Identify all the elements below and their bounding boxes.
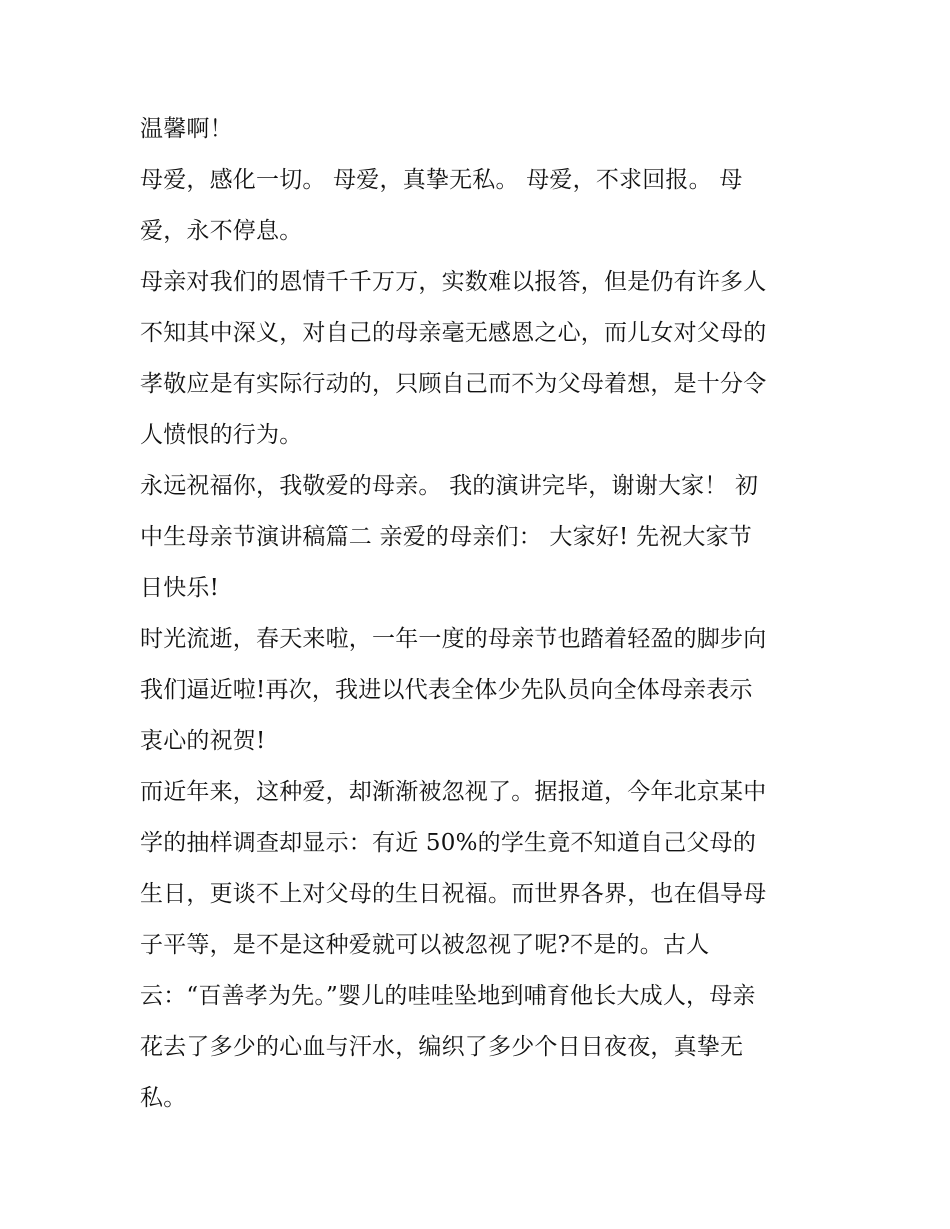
text-line: 私。 xyxy=(140,1085,187,1111)
text-line: 时光流逝，春天来啦，一年一度的母亲节也踏着轻盈的脚步向 xyxy=(140,626,767,652)
text-line: 而近年来，这种爱，却渐渐被忽视了。据报道，今年北京某中 xyxy=(140,779,767,805)
text-line: 我们逼近啦!再次，我进以代表全体少先队员向全体母亲表示 xyxy=(140,677,753,703)
text-line: 日快乐! xyxy=(140,575,220,601)
text-line: 不知其中深义，对自己的母亲毫无感恩之心，而儿女对父母的 xyxy=(140,320,767,346)
text-line: 中生母亲节演讲稿篇二 亲爱的母亲们： 大家好! 先祝大家节 xyxy=(140,524,752,550)
text-line: 温馨啊！ xyxy=(140,116,233,142)
text-line: 永远祝福你，我敬爱的母亲。 我的演讲完毕，谢谢大家！ 初 xyxy=(140,473,759,499)
text-line: 云：“百善孝为先。”婴儿的哇哇坠地到哺育他长大成人，母亲 xyxy=(140,983,756,1009)
text-line: 生日，更谈不上对父母的生日祝福。而世界各界，也在倡导母 xyxy=(140,881,767,907)
text-line: 子平等，是不是这种爱就可以被忽视了呢?不是的。古人 xyxy=(140,932,710,958)
text-line: 学的抽样调查却显示：有近 50%的学生竟不知道自己父母的 xyxy=(140,830,757,856)
text-line: 花去了多少的心血与汗水，编织了多少个日日夜夜，真挚无 xyxy=(140,1034,744,1060)
text-line: 母爱，感化一切。 母爱，真挚无私。 母爱，不求回报。 母 xyxy=(140,167,743,193)
text-line: 人愤恨的行为。 xyxy=(140,422,303,448)
text-line: 衷心的祝贺! xyxy=(140,728,266,754)
text-line: 爱，永不停息。 xyxy=(140,218,303,244)
document-body xyxy=(140,104,830,1124)
text-line: 孝敬应是有实际行动的，只顾自己而不为父母着想，是十分令 xyxy=(140,371,767,397)
text-line: 母亲对我们的恩情千千万万，实数难以报答，但是仍有许多人 xyxy=(140,269,767,295)
